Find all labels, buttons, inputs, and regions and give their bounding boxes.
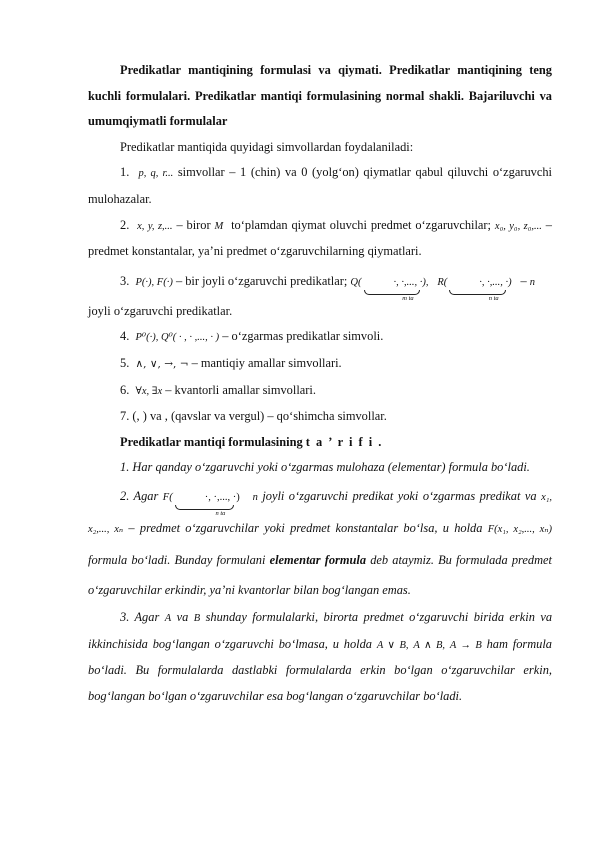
def-strong: elementar formula	[269, 552, 367, 567]
underbrace-label: n ta	[215, 509, 226, 517]
math-expression: x₁, x₂,..., xₙ	[88, 491, 552, 535]
definition-2	[88, 481, 552, 605]
math-part: ·, ·,..., ·	[479, 276, 509, 288]
item-text: – o‘zgarmas predikatlar simvoli.	[222, 329, 384, 344]
underbrace-group	[173, 491, 237, 517]
def-text: 3. Agar	[120, 609, 160, 624]
def-text: va	[176, 609, 189, 624]
math-expression: n	[252, 491, 258, 503]
item-text: simvollar – 1 (chin) va 0 (yolg‘on) qiymatlar qabul qiluvchi o‘zgaruvchi mulohazalar.	[88, 165, 552, 206]
math-part: )	[236, 491, 240, 503]
def-text: deb ataymiz. Bu formulada predmet o‘zgaruvchilar erkindir, ya’ni kvantorlar bilan bog‘langan emas.	[88, 552, 552, 597]
def-text: ham formula bo‘ladi. Bu formulalarda dastlabki formulalarda erkin bo‘lgan o‘zgaruvchilar erkin, bog‘langan bo‘lgan o‘zgaruvchilar esa bog‘langan o‘zgaruvchilar bo‘ladi.	[88, 636, 552, 703]
def-text: 2. Agar	[120, 488, 159, 503]
underbrace-group	[362, 276, 423, 302]
definition-3	[88, 605, 552, 709]
math-part: R(	[437, 276, 448, 288]
math-expression: M	[214, 220, 224, 232]
definition-word: t a ’ r i f i .	[305, 434, 383, 449]
definition-1: 1. Har qanday o‘zgaruvchi yoki o‘zgarmas mulohaza (elementar) formula bo‘ladi.	[120, 460, 530, 475]
math-expression: x₀, y₀, z₀,...	[494, 220, 542, 232]
item-text: – mantiqiy amallar simvollari.	[191, 355, 342, 370]
list-item-6	[88, 378, 552, 405]
math-expression: A → B	[449, 639, 482, 651]
math-expression	[437, 276, 514, 302]
math-part: )	[508, 276, 512, 288]
math-expression: A ∨ B,	[376, 639, 409, 651]
definition-heading	[88, 430, 552, 456]
math-expression: p, q, r...	[138, 168, 174, 180]
item-number: 2.	[120, 217, 130, 232]
math-part: F(	[162, 491, 173, 503]
item-number: 4.	[120, 329, 130, 344]
item-text: to‘plamdan qiymat oluvchi predmet o‘zgaruvchilar;	[231, 217, 491, 232]
item-number: 7.	[120, 409, 130, 424]
definition-title: Predikatlar mantiqi formulasining	[120, 434, 303, 449]
math-expression	[350, 276, 431, 302]
underbrace-label: m ta	[402, 294, 414, 302]
list-item-4	[88, 324, 552, 351]
math-expression: x, y, z,...	[137, 220, 173, 232]
item-number: 5.	[120, 355, 130, 370]
underbrace-group	[447, 276, 509, 302]
list-item-1	[88, 160, 552, 212]
math-expression: F(x₁, x₂,..., xₙ)	[487, 523, 552, 535]
list-item-5	[88, 351, 552, 378]
list-item-2	[88, 213, 552, 265]
math-expression: ∀x, ∃x	[135, 385, 163, 397]
math-part: Q(	[350, 276, 362, 288]
section-heading: Predikatlar mantiqining formulasi va qiymati. Predikatlar mantiqining teng kuchli formulalari. Predikatlar mantiqi formulasining normal shakli. Bajariluvchi va umumqiymatli formulalar	[88, 63, 552, 129]
math-expression: B	[193, 612, 201, 624]
math-expression	[162, 491, 244, 517]
math-expression: P(·), F(·)	[135, 276, 173, 288]
item-number: 3.	[120, 273, 130, 288]
def-text: shunday formulalarki, birorta predmet o‘zgaruvchi birida erkin va ikkinchisida bog‘langan o‘zgaruvchi bo‘lmasa, u holda	[88, 609, 553, 651]
intro-paragraph: Predikatlar mantiqida quyidagi simvollardan foydalaniladi:	[120, 139, 414, 154]
def-text: formula bo‘ladi. Bunday formulani	[88, 552, 266, 567]
item-number: 1.	[120, 165, 130, 180]
item-text: – predmet konstantalar, ya’ni predmet o‘zgaruvchilarning qiymatlari.	[88, 217, 552, 259]
def-text: joyli o‘zgaruvchi predikat yoki o‘zgarmas predikat va	[262, 488, 537, 503]
item-text: – bir joyli o‘zgaruvchi predikatlar;	[175, 273, 348, 288]
item-text: –	[520, 273, 527, 288]
list-item-3	[88, 265, 552, 302]
item-text: (, ) va , (qavslar va vergul) – qo‘shimcha simvollar.	[132, 409, 387, 424]
list-item-7	[88, 404, 552, 430]
math-expression: P⁰(·), Q⁰( · , · ,..., · )	[135, 332, 220, 344]
math-expression: A ∧ B,	[413, 639, 446, 651]
item-text: – kvantorli amallar simvollari.	[165, 382, 316, 397]
underbrace-label: n ta	[488, 294, 499, 302]
item-number: 6.	[120, 382, 130, 397]
def-text: – predmet o‘zgaruvchilar yoki predmet konstantalar bo‘lsa, u holda	[128, 520, 483, 535]
math-expression: ∧, ∨, →, ¬	[135, 357, 189, 370]
math-expression: n	[529, 276, 536, 288]
math-part: ·, ·,..., ·	[204, 491, 237, 503]
math-expression: A	[164, 612, 172, 624]
list-item-3-continuation: joyli o‘zgaruvchi predikatlar.	[88, 303, 233, 318]
math-part: ·, ·,..., ·	[393, 276, 423, 288]
math-part: ),	[422, 276, 429, 288]
item-text: – biror	[176, 217, 211, 232]
